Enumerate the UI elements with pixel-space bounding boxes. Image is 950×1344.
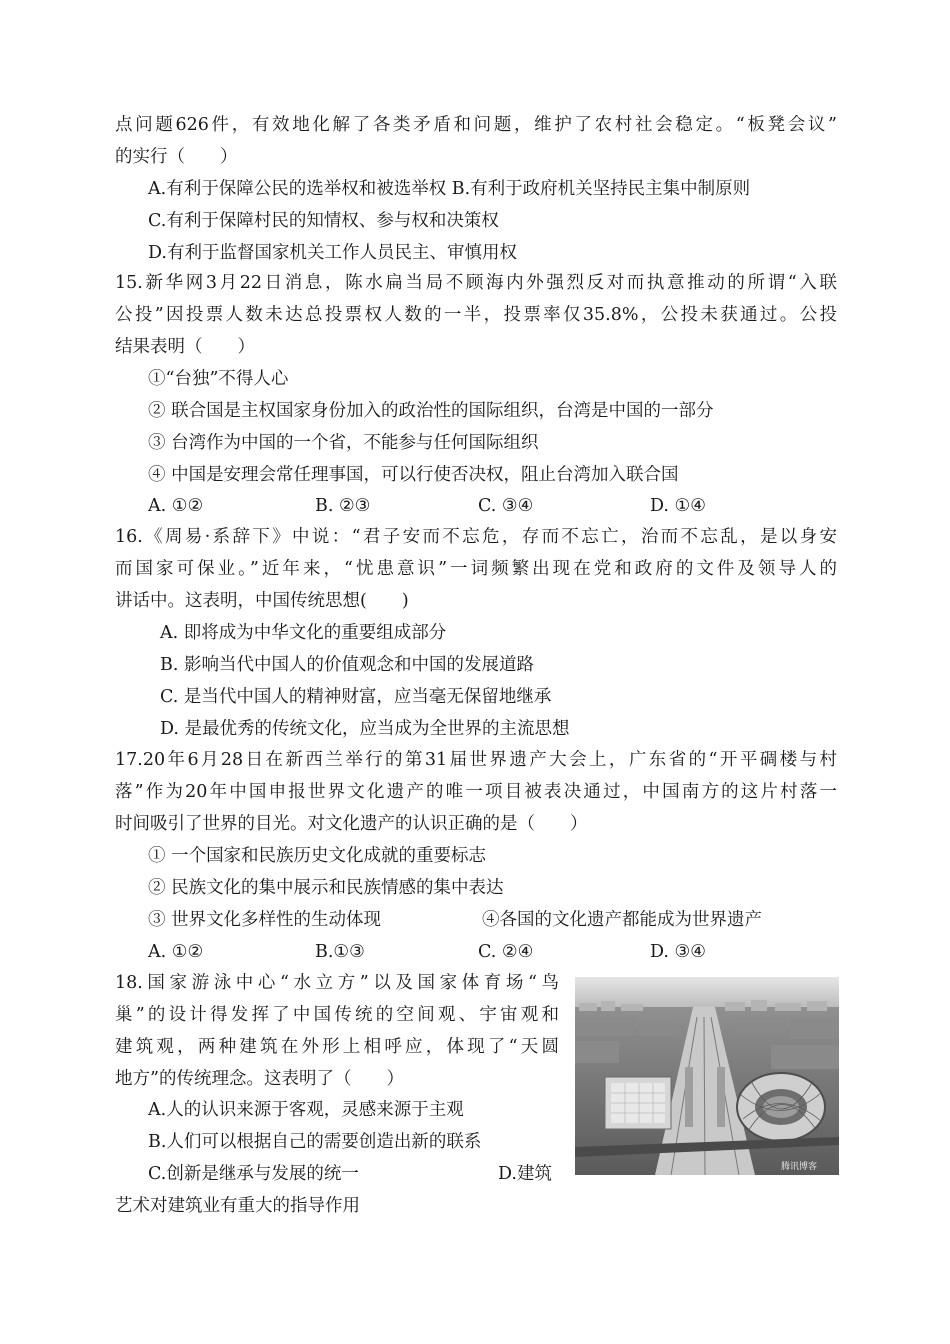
q15-option-b: B. ②③ — [315, 496, 371, 516]
q15-option-a: A. ①② — [148, 496, 204, 516]
q15-statement-2: ② 联合国是主权国家身份加入的政治性的国际组织，台湾是中国的一部分 — [148, 401, 714, 421]
q17-statement-2: ② 民族文化的集中展示和民族情感的集中表达 — [148, 878, 504, 898]
q16-stem-line2: 而国家可保业。”近年来，“忧患意识”一词频繁出现在党和政府的文件及领导人的 — [115, 559, 837, 579]
q14-stem-line2: 的实行（ ） — [115, 147, 238, 167]
q17-option-d: D. ③④ — [650, 942, 706, 962]
q17-statement-3: ③ 世界文化多样性的生动体现 — [148, 910, 382, 930]
q14-stem-line1: 点问题626件，有效地化解了各类矛盾和问题，维护了农村社会稳定。“板凳会议” — [115, 115, 837, 135]
photo-watermark: 腾讯博客 — [781, 1162, 818, 1172]
q16-stem-line1: 16.《周易·系辞下》中说：“君子安而不忘危，存而不忘亡，治而不忘乱，是以身安 — [115, 527, 837, 547]
q15-stem-line3: 结果表明（ ） — [115, 337, 255, 357]
q16-option-c: C. 是当代中国人的精神财富，应当毫无保留地继承 — [160, 687, 552, 707]
q14-option-d: D.有利于监督国家机关工作人员民主、审慎用权 — [148, 243, 517, 263]
q16-option-d: D. 是最优秀的传统文化，应当成为全世界的主流思想 — [160, 719, 570, 739]
q14-option-c: C.有利于保障村民的知情权、参与权和决策权 — [148, 211, 499, 231]
q16-stem-line3: 讲话中。这表明，中国传统思想( ) — [115, 591, 409, 611]
q18-stem-line2: 巢”的设计得发挥了中国传统的空间观、宇宙观和 — [115, 1005, 559, 1025]
q18-stem-line3: 建筑观，两种建筑在外形上相呼应，体现了“天圆 — [115, 1037, 559, 1057]
q15-statement-1: ①“台独”不得人心 — [148, 369, 289, 389]
q17-statement-4: ④各国的文化遗产都能成为世界遗产 — [482, 910, 762, 930]
q14-option-a-b: A.有利于保障公民的选举权和被选举权 B.有利于政府机关坚持民主集中制原则 — [148, 179, 751, 199]
q17-stem-line1: 17.20年6月28日在新西兰举行的第31届世界遗产大会上，广东省的“开平碉楼与村 — [115, 750, 837, 770]
olympic-venues-aerial-photo — [575, 977, 839, 1175]
q18-option-a: A.人的认识来源于客观，灵感来源于主观 — [148, 1100, 464, 1120]
q15-option-c: C. ③④ — [478, 496, 534, 516]
q15-statement-4: ④ 中国是安理会常任理事国，可以行使否决权，阻止台湾加入联合国 — [148, 465, 679, 485]
q18-stem-line4: 地方”的传统理念。这表明了（ ） — [115, 1069, 404, 1089]
q15-statement-3: ③ 台湾作为中国的一个省，不能参与任何国际组织 — [148, 433, 539, 453]
q16-option-b: B. 影响当代中国人的价值观念和中国的发展道路 — [160, 655, 534, 675]
q17-stem-line3: 时间吸引了世界的目光。对文化遗产的认识正确的是（ ） — [115, 814, 588, 834]
q18-stem-line1: 18.国家游泳中心“水立方”以及国家体育场“鸟 — [115, 973, 559, 993]
q16-option-a: A. 即将成为中华文化的重要组成部分 — [160, 623, 447, 643]
q17-option-b: B.①③ — [315, 942, 365, 962]
q18-option-c: C.创新是继承与发展的统一 — [148, 1164, 359, 1184]
q18-option-d-start: D.建筑 — [498, 1164, 552, 1184]
q17-option-a: A. ①② — [148, 942, 204, 962]
q15-stem-line2: 公投”因投票人数未达总投票权人数的一半，投票率仅35.8%，公投未获通过。公投 — [115, 305, 837, 325]
q17-statement-1: ① 一个国家和民族历史文化成就的重要标志 — [148, 846, 487, 866]
q18-option-b: B.人们可以根据自己的需要创造出新的联系 — [148, 1132, 482, 1152]
q17-stem-line2: 落”作为20年中国申报世界文化遗产的唯一项目被表决通过，中国南方的这片村落一 — [115, 782, 837, 802]
q15-stem-line1: 15.新华网3月22日消息，陈水扁当局不顾海内外强烈反对而执意推动的所谓“入联 — [115, 273, 837, 293]
q15-option-d: D. ①④ — [650, 496, 706, 516]
q17-option-c: C. ②④ — [478, 942, 534, 962]
q18-option-d-end: 艺术对建筑业有重大的指导作用 — [115, 1196, 360, 1216]
